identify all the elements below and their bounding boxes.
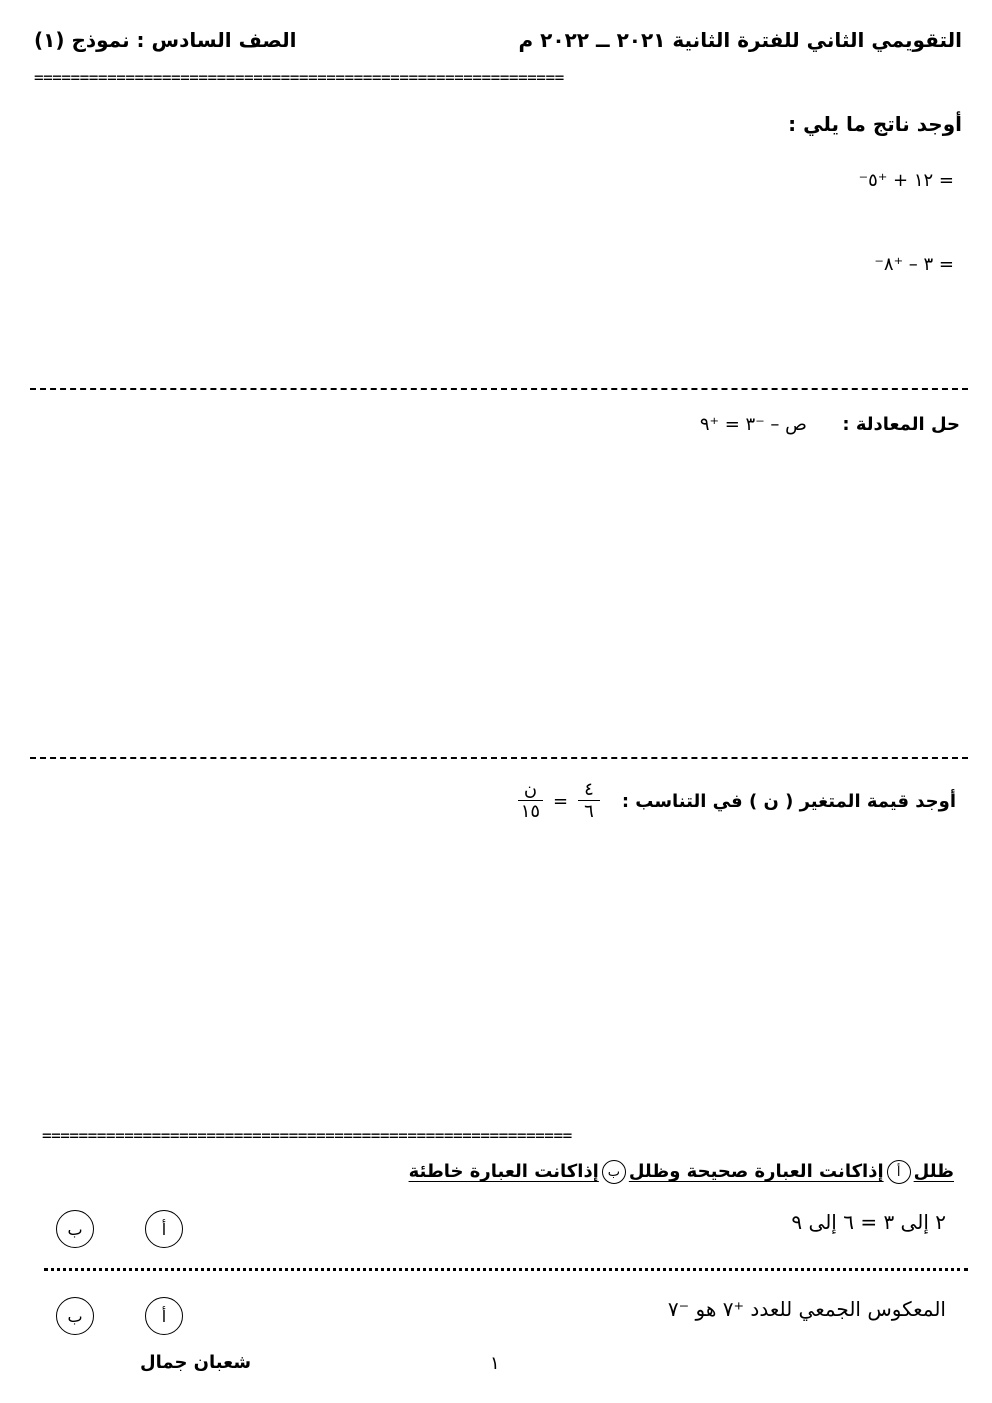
fraction-unknown-denominator: ١٥: [520, 800, 541, 822]
instr-false: إذاكانت العبارة خاطئة: [408, 1161, 599, 1182]
tf-q2-option-b[interactable]: ب: [56, 1297, 94, 1335]
proportion-equals: =: [553, 790, 569, 812]
proportion-label: أوجد قيمة المتغير ( ن ) في التناسب :: [621, 790, 956, 812]
equation-question: [700, 414, 960, 435]
problem-1: ⁻١٢ + ⁺٥ =: [858, 170, 954, 191]
tf-question-2: المعكوس الجمعي للعدد ⁺٧ هو ⁻٧: [667, 1297, 946, 1321]
instr-true: إذاكانت العبارة صحيحة وظلل: [628, 1161, 884, 1182]
problem-2: ⁻٣ – ⁺٨ =: [874, 254, 954, 275]
tf-q2-option-a[interactable]: أ: [145, 1297, 183, 1335]
separator-dashed-2: [30, 757, 968, 759]
separator-double: ==========================================================: [34, 70, 564, 86]
instr-shade: ظلل: [913, 1161, 954, 1182]
tf-question-1: ٢ إلى ٣ = ٦ إلى ٩: [791, 1210, 946, 1234]
section1-heading: أوجد ناتج ما يلي :: [788, 112, 962, 136]
grade-model-label: الصف السادس : نموذج (١): [34, 28, 297, 52]
exam-title: التقويمي الثاني للفترة الثانية ٢٠٢١ ــ ٢٠٢٢ م: [518, 28, 962, 52]
instr-option-a: أ: [887, 1160, 911, 1184]
separator-dotted: [44, 1268, 968, 1271]
separator-double-2: ==========================================================: [42, 1128, 572, 1144]
fraction-known-numerator: ٤: [578, 780, 600, 801]
separator-dashed-1: [30, 388, 968, 390]
tf-q1-option-a[interactable]: أ: [145, 1210, 183, 1248]
proportion-question: [514, 780, 956, 822]
page-number: ١: [490, 1353, 500, 1374]
fraction-unknown: [518, 780, 543, 822]
fraction-unknown-numerator: ن: [518, 780, 543, 801]
author-name: شعبان جمال: [140, 1352, 252, 1373]
instr-option-b: ب: [602, 1160, 626, 1184]
true-false-instructions: [409, 1160, 954, 1184]
equation-label: حل المعادلة :: [842, 414, 960, 435]
tf-q1-option-b[interactable]: ب: [56, 1210, 94, 1248]
equation: ص – ⁻٣ = ⁺٩: [699, 414, 807, 435]
fraction-known: [578, 780, 600, 822]
fraction-known-denominator: ٦: [584, 800, 594, 822]
